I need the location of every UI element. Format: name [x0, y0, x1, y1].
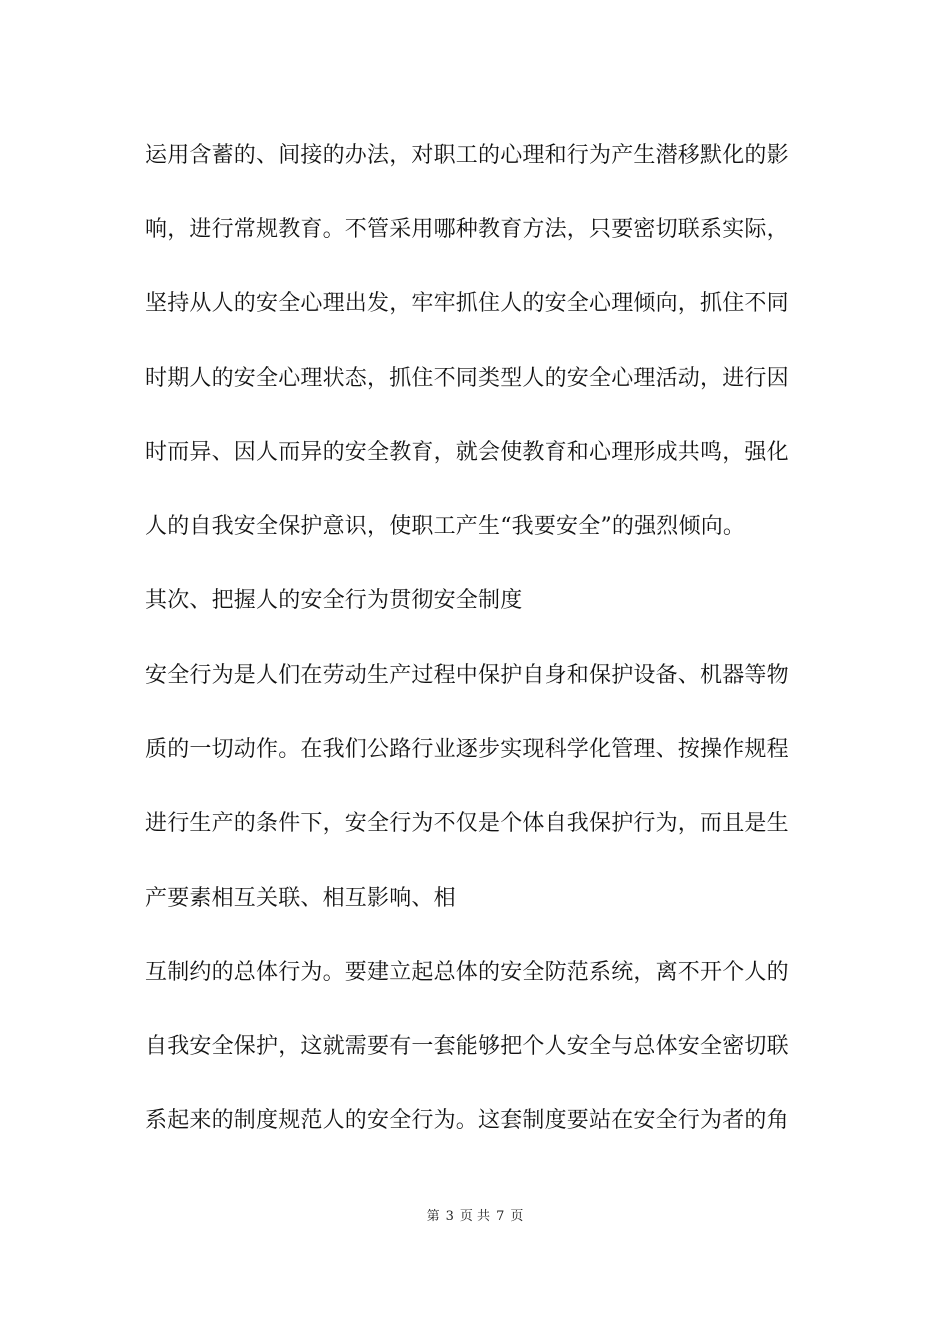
footer-prefix: 第	[426, 1209, 440, 1224]
text-line: 人的自我安全保护意识，使职工产生“我要安全”的强烈倾向。	[145, 514, 746, 539]
text-line: 响，进行常规教育。不管采用哪种教育方法，只要密切联系实际，	[145, 217, 789, 242]
text-line: 互制约的总体行为。要建立起总体的安全防范系统，离不开个人的	[145, 960, 789, 985]
text-line: 系起来的制度规范人的安全行为。这套制度要站在安全行为者的角	[145, 1108, 789, 1133]
current-page-number: 3	[445, 1209, 454, 1224]
total-pages-number: 7	[496, 1209, 505, 1224]
page-footer	[0, 1208, 950, 1226]
footer-suffix: 页	[510, 1209, 524, 1224]
text-line: 质的一切动作。在我们公路行业逐步实现科学化管理、按操作规程	[145, 737, 789, 762]
text-line: 时而异、因人而异的安全教育，就会使教育和心理形成共鸣，强化	[145, 440, 789, 465]
text-line: 时期人的安全心理状态，抓住不同类型人的安全心理活动，进行因	[145, 366, 789, 391]
text-line: 坚持从人的安全心理出发，牢牢抓住人的安全心理倾向，抓住不同	[145, 291, 789, 316]
footer-middle: 页 共	[459, 1209, 491, 1224]
text-line: 进行生产的条件下，安全行为不仅是个体自我保护行为，而且是生	[145, 811, 789, 836]
text-line: 产要素相互关联、相互影响、相	[145, 886, 456, 911]
text-line: 运用含蓄的、间接的办法，对职工的心理和行为产生潜移默化的影	[145, 143, 789, 168]
text-line: 自我安全保护，这就需要有一套能够把个人安全与总体安全密切联	[145, 1034, 789, 1059]
section-heading: 其次、把握人的安全行为贯彻安全制度	[145, 588, 523, 613]
text-line: 安全行为是人们在劳动生产过程中保护自身和保护设备、机器等物	[145, 663, 789, 688]
